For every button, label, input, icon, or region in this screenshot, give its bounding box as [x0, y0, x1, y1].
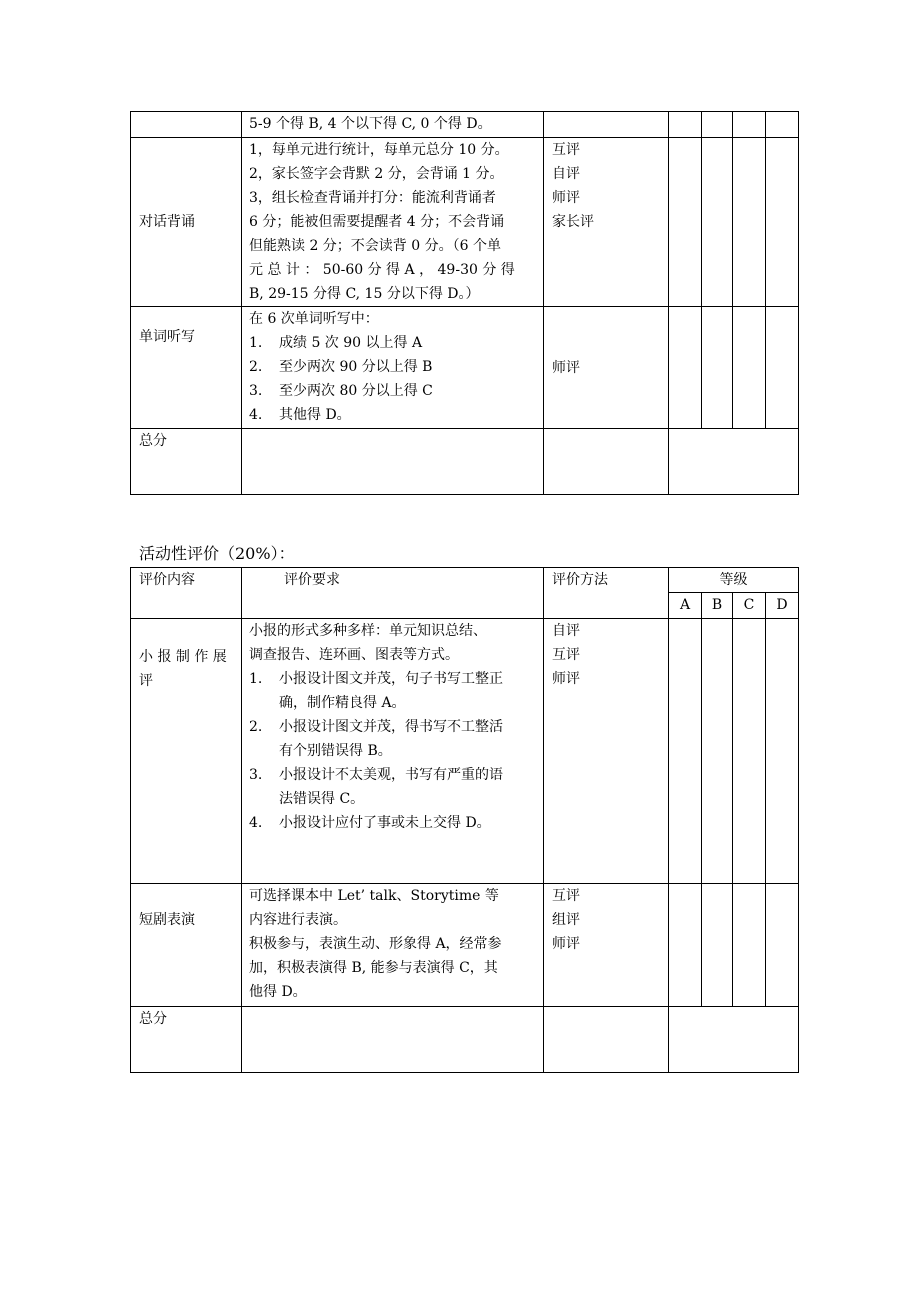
content-cell [131, 307, 242, 429]
list-item: 1. 成绩 5 次 90 以上得 A [249, 335, 423, 351]
list-item: 3. 小报设计不太美观，书写有严重的语 法错误得 C。 [249, 767, 503, 807]
method-cell [544, 112, 669, 138]
grade-d-cell[interactable] [766, 112, 799, 138]
total-requirement-cell [242, 429, 544, 495]
table-row-dictation [131, 307, 799, 429]
content-cell [131, 138, 242, 307]
total-score-cell[interactable] [669, 429, 799, 495]
method-item: 互评 [552, 142, 580, 158]
requirement-cell [242, 884, 544, 1007]
content-label: 单词听写 [139, 329, 195, 345]
requirement-line: 6 分；能被但需要提醒者 4 分；不会背诵 [249, 214, 505, 230]
list-item: 2. 小报设计图文并茂，得书写不工整活 有个别错误得 B。 [249, 719, 503, 759]
method-item: 家长评 [552, 214, 594, 230]
requirement-text: 5-9 个得 B, 4 个以下得 C, 0 个得 D。 [249, 116, 492, 132]
total-score-cell[interactable] [669, 1007, 799, 1073]
list-item: 4. 其他得 D。 [249, 407, 351, 423]
grade-a-header: A [669, 593, 702, 619]
table-activity-assessment [130, 567, 799, 1073]
table-row-newspaper [131, 619, 799, 884]
header-requirement [242, 568, 544, 619]
section-caption: 活动性评价（20%）： [139, 544, 295, 563]
grade-c-cell[interactable] [733, 307, 766, 429]
header-grade: 等级 [669, 568, 799, 593]
header-content: 评价内容 [131, 568, 242, 619]
requirement-line: 他得 D。 [249, 984, 307, 1000]
requirement-line: 可选择课本中 Let’ talk、Storytime 等 [249, 888, 499, 904]
total-label-cell [131, 429, 242, 495]
method-cell [544, 307, 669, 429]
total-method-cell [544, 429, 669, 495]
grade-b-cell[interactable] [702, 307, 733, 429]
method-item: 组评 [552, 912, 580, 928]
grade-b-header: B [702, 593, 733, 619]
header-row [131, 568, 799, 593]
total-label: 总分 [139, 1011, 167, 1027]
grade-c-cell[interactable] [733, 619, 766, 884]
table-row-total [131, 429, 799, 495]
method-item: 师评 [552, 936, 580, 952]
requirement-line: 积极参与，表演生动、形象得 A，经常参 [249, 936, 502, 952]
grade-b-cell[interactable] [702, 619, 733, 884]
method-cell [544, 619, 669, 884]
content-label: 短剧表演 [139, 912, 195, 928]
content-cell [131, 884, 242, 1007]
requirement-line: 3，组长检查背诵并打分：能流利背诵者 [249, 190, 496, 206]
method-item: 师评 [552, 190, 580, 206]
grade-a-cell[interactable] [669, 307, 702, 429]
list-item: 1. 小报设计图文并茂，句子书写工整正 确，制作精良得 A。 [249, 671, 503, 711]
grade-a-cell[interactable] [669, 619, 702, 884]
requirement-line: 加，积极表演得 B, 能参与表演得 C，其 [249, 960, 498, 976]
requirement-line: 调查报告、连环画、图表等方式。 [249, 647, 459, 663]
requirement-line: 1，每单元进行统计，每单元总分 10 分。 [249, 142, 509, 158]
grade-c-cell[interactable] [733, 112, 766, 138]
grade-d-cell[interactable] [766, 884, 799, 1007]
list-item: 4. 小报设计应付了事或未上交得 D。 [249, 815, 491, 831]
total-label-cell [131, 1007, 242, 1073]
content-cell [131, 112, 242, 138]
grade-b-cell[interactable] [702, 112, 733, 138]
list-item: 2. 至少两次 90 分以上得 B [249, 359, 433, 375]
method-item: 自评 [552, 623, 580, 639]
grade-d-cell[interactable] [766, 307, 799, 429]
method-cell [544, 884, 669, 1007]
grade-d-header: D [766, 593, 799, 619]
grade-b-cell[interactable] [702, 884, 733, 1007]
method-item: 师评 [552, 671, 580, 687]
method-cell [544, 138, 669, 307]
grade-a-cell[interactable] [669, 112, 702, 138]
content-label: 评 [139, 673, 153, 689]
content-cell [131, 619, 242, 884]
requirement-line: 内容进行表演。 [249, 912, 347, 928]
grade-c-cell[interactable] [733, 884, 766, 1007]
method-item: 互评 [552, 647, 580, 663]
table-row-total [131, 1007, 799, 1073]
table-row-drama [131, 884, 799, 1007]
table-oral-assessment [130, 111, 799, 495]
method-item: 师评 [552, 359, 580, 376]
requirement-intro: 在 6 次单词听写中： [249, 311, 379, 327]
requirement-cell [242, 619, 544, 884]
total-method-cell [544, 1007, 669, 1073]
grade-c-cell[interactable] [733, 138, 766, 307]
grade-d-cell[interactable] [766, 619, 799, 884]
requirement-line: 2，家长签字会背默 2 分，会背诵 1 分。 [249, 166, 504, 182]
requirement-cell [242, 138, 544, 307]
requirement-list [249, 667, 539, 835]
header-requirement-label: 评价要求 [284, 572, 340, 588]
requirement-line: 小报的形式多种多样：单元知识总结、 [249, 623, 487, 639]
requirement-cell [242, 307, 544, 429]
grade-a-cell[interactable] [669, 138, 702, 307]
grade-c-header: C [733, 593, 766, 619]
method-item: 互评 [552, 888, 580, 904]
requirement-list [249, 331, 539, 427]
total-label: 总分 [139, 433, 167, 449]
requirement-line: 但能熟读 2 分；不会读背 0 分。（6 个单 [249, 238, 501, 254]
header-method: 评价方法 [544, 568, 669, 619]
list-item: 3. 至少两次 80 分以上得 C [249, 383, 433, 399]
requirement-line: 元 总 计 ： 50-60 分 得 A ， 49-30 分 得 [249, 262, 515, 278]
grade-b-cell[interactable] [702, 138, 733, 307]
method-item: 自评 [552, 166, 580, 182]
grade-d-cell[interactable] [766, 138, 799, 307]
table-row [131, 112, 799, 138]
content-label: 对话背诵 [139, 214, 195, 230]
content-label: 小 报 制 作 展 [139, 649, 227, 665]
total-requirement-cell [242, 1007, 544, 1073]
requirement-line: B, 29-15 分得 C, 15 分以下得 D。） [249, 286, 480, 302]
requirement-cell [242, 112, 544, 138]
table-row-dialogue [131, 138, 799, 307]
grade-a-cell[interactable] [669, 884, 702, 1007]
